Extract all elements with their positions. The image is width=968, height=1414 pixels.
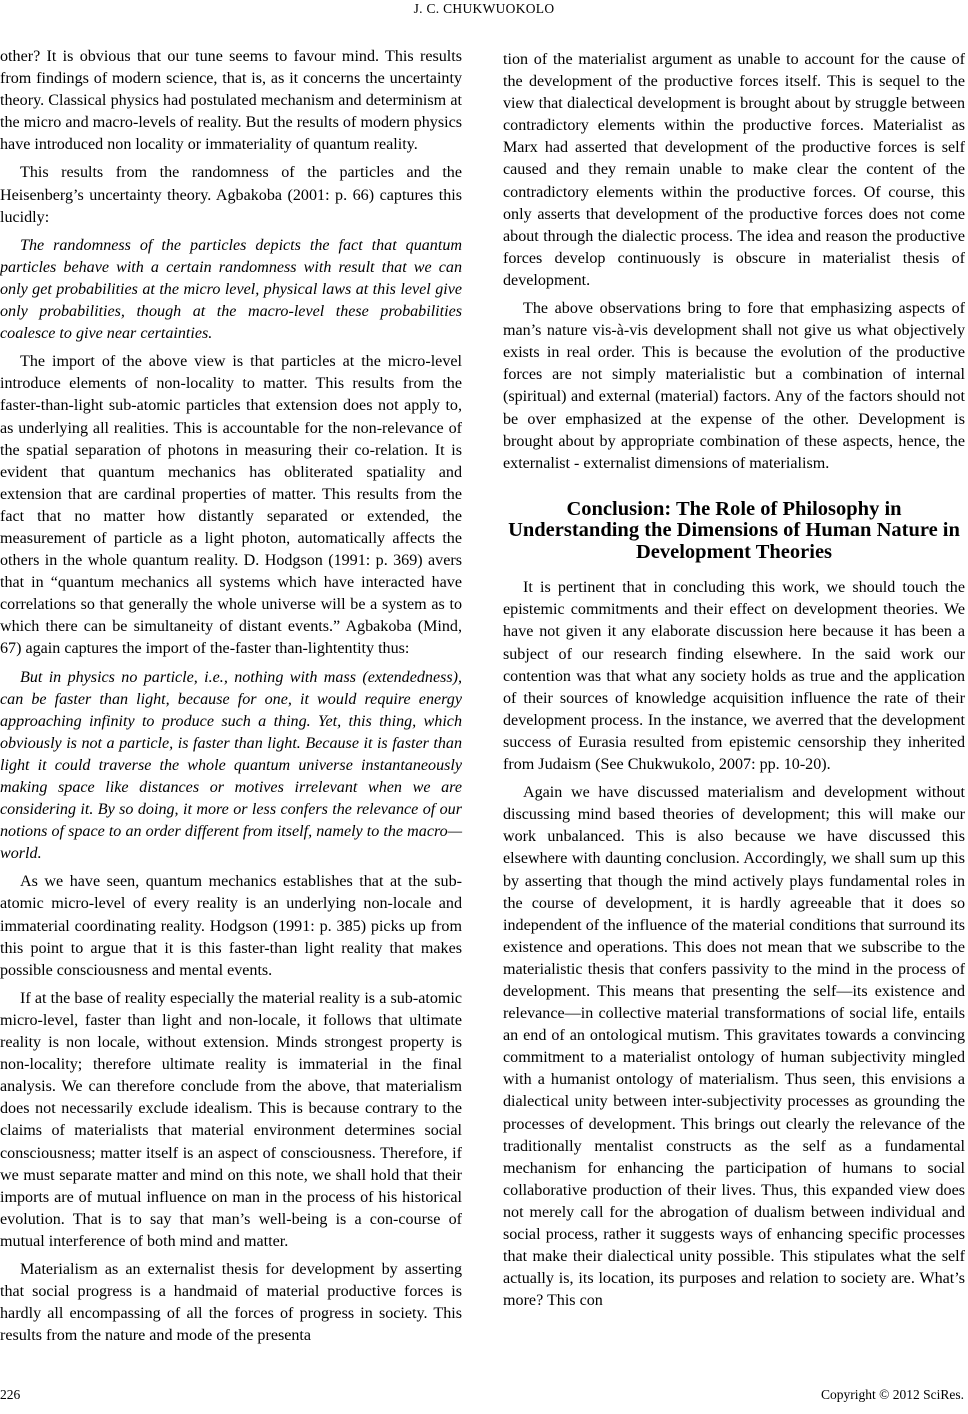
section-heading: Conclusion: The Role of Philosophy in Understanding the Dimensions of Human Nature in Development Theories <box>508 497 960 563</box>
paragraph: other? It is obvious that our tune seems to favour mind. This results from findings of modern science, that is, as it concerns the uncertainty theory. Classical physics had postulated mechanism and determinism at the micro and macro-levels of reality. But the results of modern physics have introduced non locality or immateriality of quantum reality. <box>0 48 462 154</box>
paragraph: This results from the randomness of the particles and the Heisenberg’s uncertainty theory. Agbakoba (2001: p. 66) captures this lucidly: <box>0 164 462 226</box>
page-number: 226 <box>0 1387 21 1402</box>
paragraph: The above observations bring to fore that emphasizing aspects of man’s nature vis-à-vis development shall not give us what objectively exists in real order. This is because the evolution of the productive forces are not simply materialistic but a combination of internal (spiritual) and external (material) factors. Any of the factors should not be over emphasized at the expense of the other. Development is brought about by appropriate combination of these aspects, hence, the externalist - externalist dimensions of materialism. <box>503 300 965 472</box>
paragraph: It is pertinent that in concluding this work, we should touch the epistemic commitments and their effect on development theories. We have not given it any elaborate discussion here because it has been a subject of our research finding elsewhere. In the said work our contention was that what any society holds as true and the application of their sources of knowledge acquisition influence the rate of their development process. In the instance, we averred that the development success of Eurasia resulted from epistemic censorship they inherited from Judaism (See Chukwukolo, 2007: pp. 10-20). <box>503 579 965 774</box>
paragraph: As we have seen, quantum mechanics establishes that at the sub-atomic micro-level of every reality is an underlying non-locale and immaterial coordinating reality. Hodgson (1991: p. 385) picks up from this point to argue that it is this faster-than light reality that makes possible consciousness and mental events. <box>0 873 462 979</box>
paragraph: The import of the above view is that particles at the micro-level introduce elements of non-locality to matter. This results from the faster-than-light sub-atomic particles that extension does not apply to, as underlying all realities. This is accountable for the non-relevance of the spatial separation of photons in measuring their co-relation. It is evident that quantum mechanics has obliterated spatiality and extension that are cardinal properties of matter. This results from the fact that no matter how distantly separated or extended, the measurement of particle as a light photon, automatically affects the others in the whole quantum reality. D. Hodgson (1991: p. 369) avers that in “quantum mechanics all systems which have interacted have correlations so that generally the whole universe will be a system as to which there can be simultaneity of distant events.” Agbakoba (Mind, 67) again captures the import of the-faster than-lightentity thus: <box>0 353 462 658</box>
right-column <box>503 49 965 1318</box>
paragraph: If at the base of reality especially the material reality is a sub-atomic micro-level, faster than light and non-locale, it follows that ultimate reality is non locale, without extension. Minds strongest property is non-locality; therefore ultimate reality is immaterial in the final analysis. We can therefore conclude from the above, that materialism does not necessarily exclude idealism. This is because contrary to the claims of materialists that material environment determines social consciousness; matter itself is an aspect of consciousness. Therefore, if we must separate matter and mind on this note, we shall hold that their imports are of mutual influence on man in the process of his historical evolution. That is to say that man’s well-being is a con-course of mutual interference of both mind and matter. <box>0 989 462 1250</box>
left-column <box>0 46 462 1353</box>
paragraph: Materialism as an externalist thesis for development by asserting that social progress is a handmaid of material productive forces is hardly all encompassing of all the forces of progress in society. This results from the nature and mode of the presenta <box>0 1260 462 1345</box>
block-quote: But in physics no particle, i.e., nothing with mass (extendedness), can be faster than light, because for one, it would require energy approaching infinity to produce such a thing. Yet, this thing, which obviously is not a particle, is faster than light. Because it is faster than light it could traverse the whole quantum universe instantaneously making space like distances or motives irrelevant when we are considering it. By so doing, it more or less confers the relevance of our notions of space to an order different from itself, namely to the macro—world. <box>0 668 462 863</box>
running-head: J. C. CHUKWUOKOLO <box>413 1 555 16</box>
block-quote: The randomness of the particles depicts the fact that quantum particles behave with a certain randomness with result that we can only get probabilities at the micro level, physical laws at this level give only probabilities, though at the macro-level these probabilities coalesce to give near certainties. <box>0 236 462 343</box>
paragraph: Again we have discussed materialism and development without discussing mind based theories of development; this will make our work unbalanced. This is also because we have discussed this elsewhere with daunting conclusion. Accordingly, we shall sum up this by asserting that though the mind actively plays fundamental roles in the course of development, it is hardly agreeable that it does so independent of the influence of the material conditions that surround its existence and operations. This does not mean that we subscribe to the materialistic thesis that confers passivity to the mind in the process of development. This means that presenting the self—its existence and relevance—in collective material transformations of social life, entails an end of an ontological mutism. This gravitates towards a convincing commitment to a materialist ontology of human subjectivity mingled with a humanist ontology of materialism. Thus seen, this envisions a dialectical unity between inter-subjectivity processes as grounding the processes of development. This brings out clearly the relevance of the traditionally mentalist constructs as the self as a fundamental mechanism for enhancing the participation of humans to social collaborative production of their lives. Thus, this expanded view does not merely call for the abrogation of dualism between individual and social process, rather it suggests ways of enhancing specific processes that make their dialectical unity possible. This stipulates what the self actually is, its location, its purposes and relation to society are. What’s more? This con <box>503 784 965 1310</box>
copyright-notice: Copyright © 2012 SciRes. <box>820 1387 964 1402</box>
paragraph: tion of the materialist argument as unable to account for the cause of the development of the productive forces itself. This is sequel to the view that dialectical development is brought about by struggle between contradictory elements within the productive forces. Materialist as Marx had asserted that development of the productive forces is self caused and they remain unable to make clear the content of the contradictory elements within the productive forces. Of course, this only asserts that development of the productive forces does not come about through the dialectic process. The idea and reason the productive forces develop continuously is obscure in materialist thesis of development. <box>503 51 965 289</box>
